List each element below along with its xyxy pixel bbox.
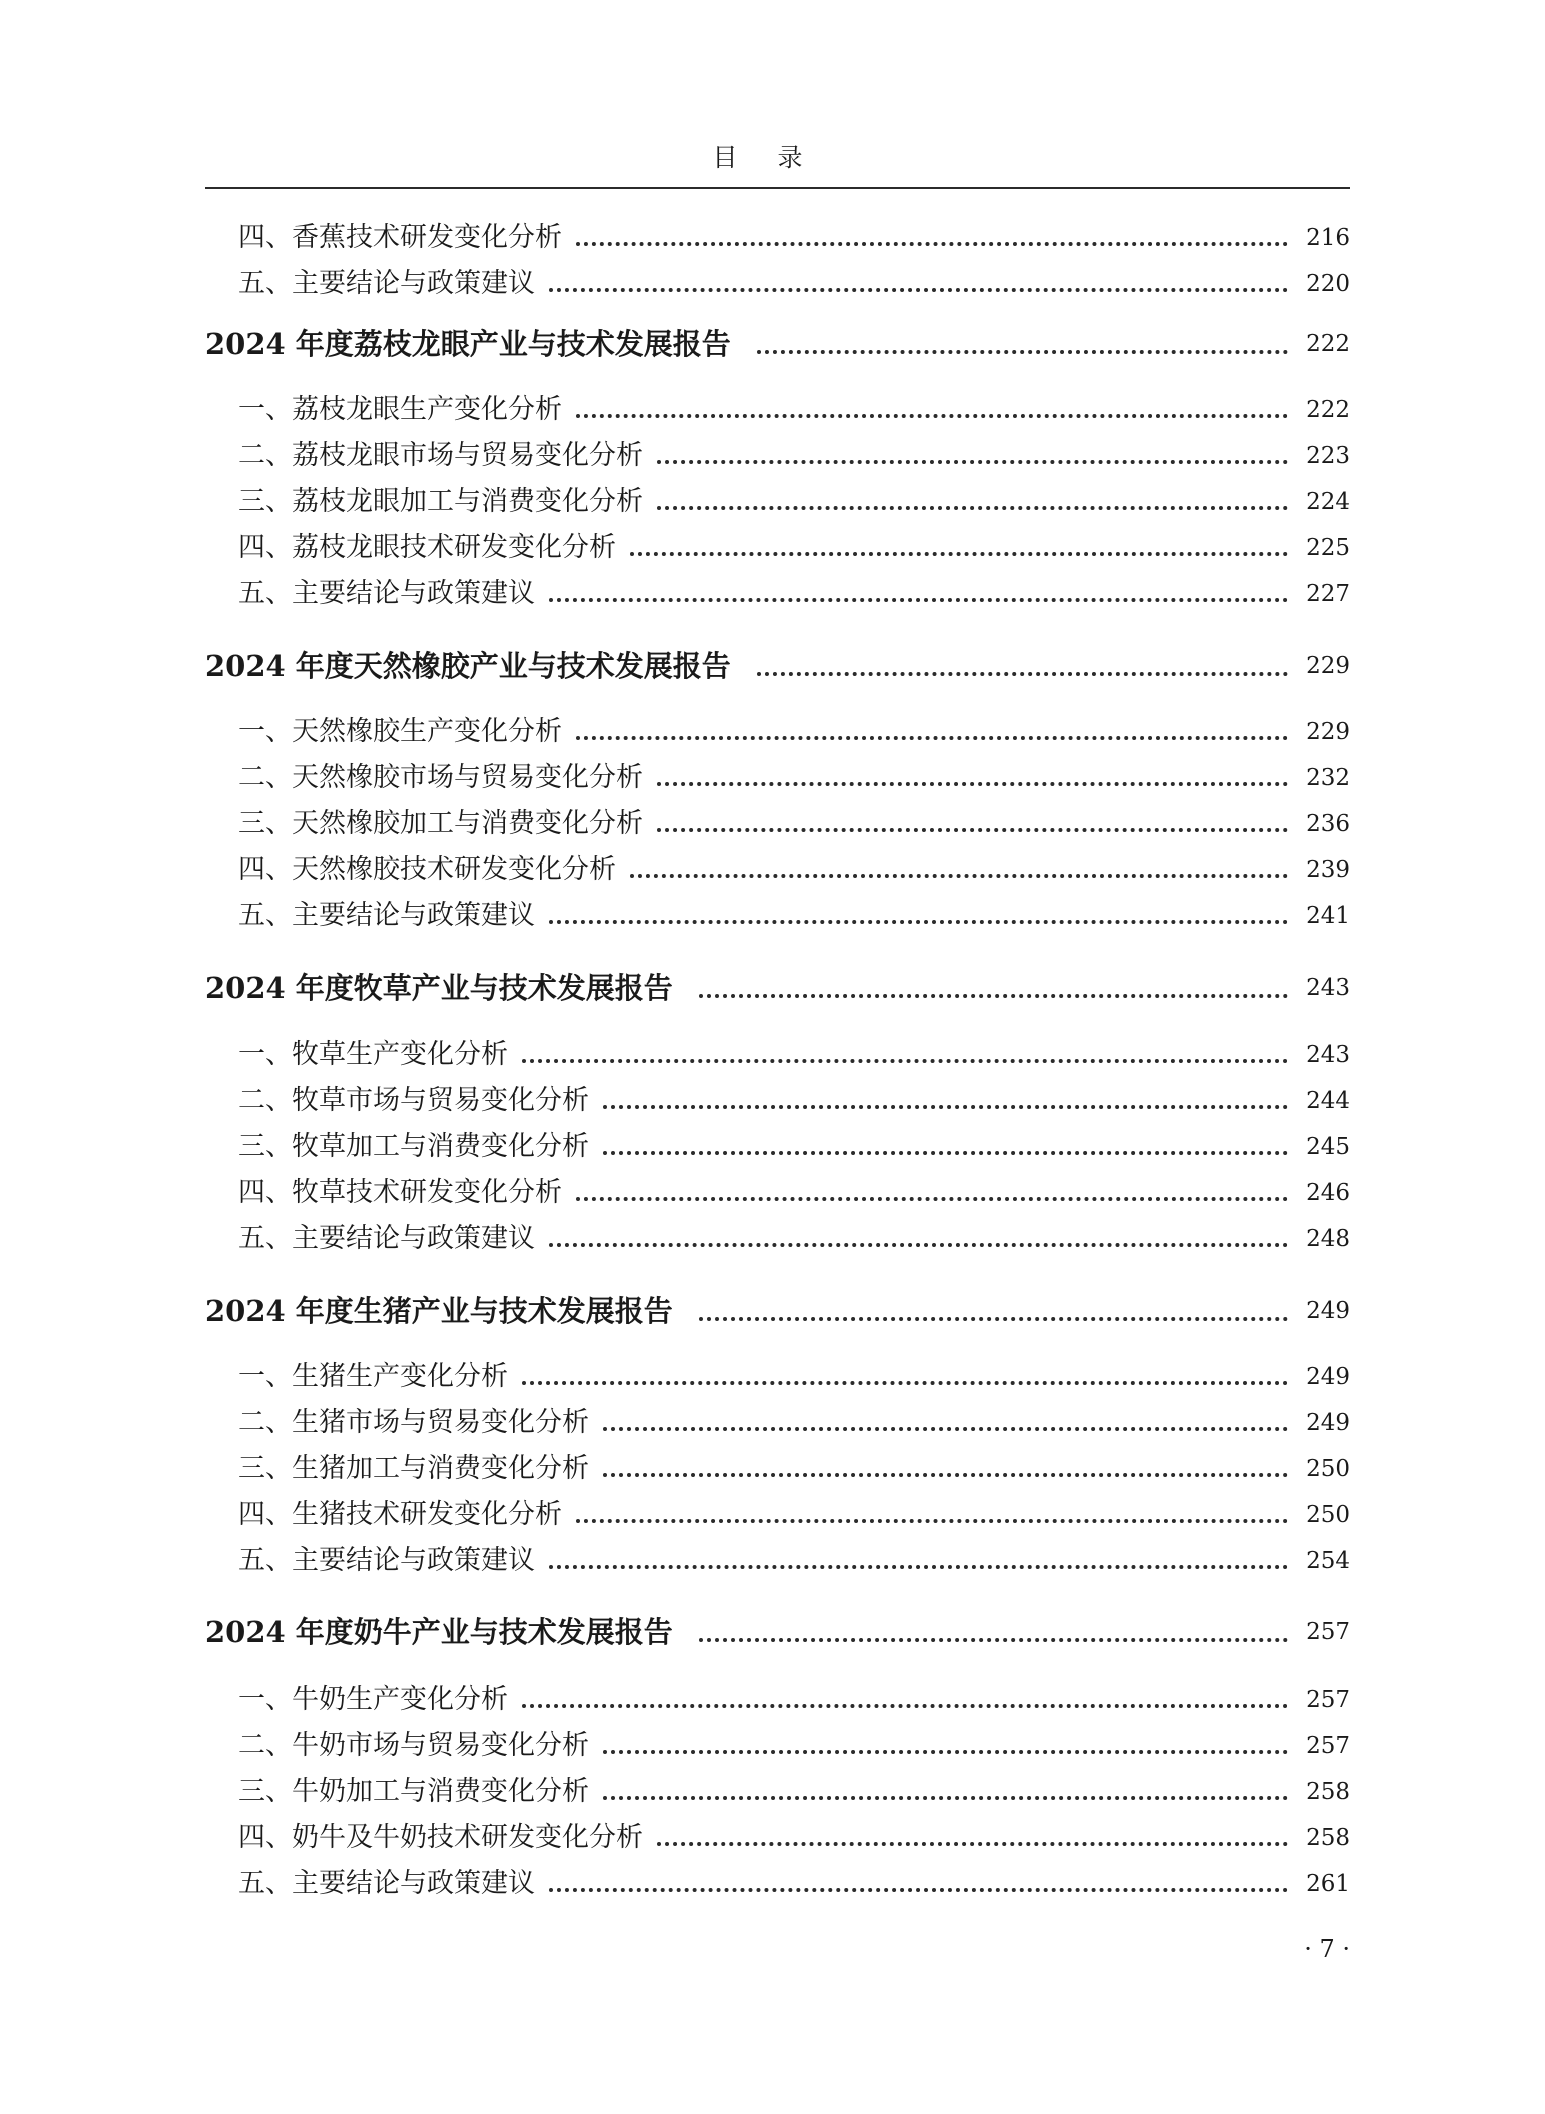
dot-leader [657,1842,1288,1846]
toc-entry-page-number: 227 [1306,581,1350,607]
toc-subsection-entry[interactable] [205,712,1350,752]
toc-subsection-entry[interactable] [205,1541,1350,1581]
dot-leader [576,414,1288,418]
toc-subsection-entry[interactable] [205,574,1350,614]
dot-leader [576,736,1288,740]
toc-entry-page-number: 222 [1306,331,1350,357]
toc-entry-page-number: 249 [1306,1298,1350,1324]
dot-leader [630,874,1288,878]
dot-leader [549,288,1288,292]
toc-entry-title: 五、主要结论与政策建议 [238,1223,535,1254]
toc-entry-title: 三、生猪加工与消费变化分析 [238,1453,589,1484]
toc-entry-title: 2024 年度牧草产业与技术发展报告 [205,971,673,1005]
dot-leader [699,1638,1288,1642]
dot-leader [576,1197,1288,1201]
toc-entry-page-number: 249 [1306,1364,1350,1390]
toc-entry-title: 二、牧草市场与贸易变化分析 [238,1085,589,1116]
toc-entry-page-number: 236 [1306,811,1350,837]
toc-entry-page-number: 258 [1306,1825,1350,1851]
toc-subsection-entry[interactable] [205,1680,1350,1720]
toc-entry-title: 二、生猪市场与贸易变化分析 [238,1407,589,1438]
toc-section-entry[interactable] [205,1289,1350,1333]
dot-leader [576,242,1288,246]
toc-subsection-entry[interactable] [205,390,1350,430]
header-rule [205,187,1350,189]
toc-entry-title: 四、奶牛及牛奶技术研发变化分析 [238,1822,643,1853]
dot-leader [657,782,1288,786]
toc-subsection-entry[interactable] [205,1818,1350,1858]
toc-entry-title: 五、主要结论与政策建议 [238,268,535,299]
toc-entry-title: 四、香蕉技术研发变化分析 [238,222,562,253]
toc-entry-page-number: 244 [1306,1088,1350,1114]
toc-subsection-entry[interactable] [205,758,1350,798]
toc-subsection-entry[interactable] [205,482,1350,522]
toc-entry-page-number: 225 [1306,535,1350,561]
toc-entry-page-number: 224 [1306,489,1350,515]
toc-section-entry[interactable] [205,644,1350,688]
toc-entry-page-number: 257 [1306,1619,1350,1645]
toc-entry-page-number: 223 [1306,443,1350,469]
toc-entry-page-number: 232 [1306,765,1350,791]
toc-entry-page-number: 261 [1306,1871,1350,1897]
toc-entry-page-number: 243 [1306,1042,1350,1068]
toc-subsection-entry[interactable] [205,1449,1350,1489]
toc-subsection-entry[interactable] [205,804,1350,844]
toc-entry-title: 四、牧草技术研发变化分析 [238,1177,562,1208]
dot-leader [699,994,1288,998]
toc-section-entry[interactable] [205,1610,1350,1654]
page-header-title: 目录 [712,143,843,172]
toc-entry-title: 二、天然橡胶市场与贸易变化分析 [238,762,643,793]
page-number: · 7 · [1304,1935,1350,1963]
toc-subsection-entry[interactable] [205,1726,1350,1766]
toc-entry-page-number: 249 [1306,1410,1350,1436]
toc-entry-page-number: 257 [1306,1733,1350,1759]
toc-entry-title: 三、牧草加工与消费变化分析 [238,1131,589,1162]
toc-entry-title: 一、天然橡胶生产变化分析 [238,716,562,747]
dot-leader [757,672,1288,676]
dot-leader [603,1750,1288,1754]
toc-subsection-entry[interactable] [205,264,1350,304]
toc-entry-page-number: 250 [1306,1456,1350,1482]
dot-leader [549,1565,1288,1569]
toc-subsection-entry[interactable] [205,1495,1350,1535]
toc-entry-page-number: 254 [1306,1548,1350,1574]
toc-entry-title: 五、主要结论与政策建议 [238,900,535,931]
toc-subsection-entry[interactable] [205,1403,1350,1443]
toc-subsection-entry[interactable] [205,896,1350,936]
toc-entry-page-number: 245 [1306,1134,1350,1160]
dot-leader [603,1427,1288,1431]
toc-section-entry[interactable] [205,966,1350,1010]
toc-entry-title: 四、荔枝龙眼技术研发变化分析 [238,532,616,563]
toc-entry-page-number: 257 [1306,1687,1350,1713]
dot-leader [657,828,1288,832]
toc-subsection-entry[interactable] [205,850,1350,890]
toc-entry-title: 2024 年度奶牛产业与技术发展报告 [205,1615,673,1649]
dot-leader [603,1151,1288,1155]
dot-leader [549,1888,1288,1892]
toc-entry-page-number: 220 [1306,271,1350,297]
toc-entry-title: 一、牛奶生产变化分析 [238,1684,508,1715]
toc-entry-page-number: 248 [1306,1226,1350,1252]
toc-entry-page-number: 229 [1306,653,1350,679]
toc-entry-page-number: 241 [1306,903,1350,929]
toc-subsection-entry[interactable] [205,1173,1350,1213]
dot-leader [522,1704,1288,1708]
toc-entry-title: 五、主要结论与政策建议 [238,1545,535,1576]
toc-entry-title: 四、天然橡胶技术研发变化分析 [238,854,616,885]
dot-leader [699,1317,1288,1321]
toc-entry-title: 2024 年度荔枝龙眼产业与技术发展报告 [205,327,731,361]
dot-leader [757,350,1288,354]
toc-subsection-entry[interactable] [205,1864,1350,1904]
toc-entry-title: 三、牛奶加工与消费变化分析 [238,1776,589,1807]
dot-leader [603,1796,1288,1800]
dot-leader [549,920,1288,924]
toc-entry-page-number: 222 [1306,397,1350,423]
toc-subsection-entry[interactable] [205,1772,1350,1812]
toc-entry-title: 一、生猪生产变化分析 [238,1361,508,1392]
toc-entry-title: 五、主要结论与政策建议 [238,1868,535,1899]
toc-entry-title: 一、荔枝龙眼生产变化分析 [238,394,562,425]
toc-entry-title: 二、荔枝龙眼市场与贸易变化分析 [238,440,643,471]
dot-leader [657,506,1288,510]
dot-leader [657,460,1288,464]
toc-entry-title: 五、主要结论与政策建议 [238,578,535,609]
toc-subsection-entry[interactable] [205,1035,1350,1075]
toc-entry-page-number: 239 [1306,857,1350,883]
toc-entry-page-number: 250 [1306,1502,1350,1528]
toc-entry-page-number: 216 [1306,225,1350,251]
dot-leader [630,552,1288,556]
dot-leader [549,1243,1288,1247]
toc-entry-title: 2024 年度生猪产业与技术发展报告 [205,1294,673,1328]
toc-section-entry[interactable] [205,322,1350,366]
toc-entry-page-number: 258 [1306,1779,1350,1805]
toc-entry-title: 2024 年度天然橡胶产业与技术发展报告 [205,649,731,683]
dot-leader [522,1059,1288,1063]
toc-subsection-entry[interactable] [205,1127,1350,1167]
toc-entry-title: 一、牧草生产变化分析 [238,1039,508,1070]
dot-leader [603,1473,1288,1477]
toc-entry-page-number: 229 [1306,719,1350,745]
toc-entry-title: 二、牛奶市场与贸易变化分析 [238,1730,589,1761]
toc-subsection-entry[interactable] [205,436,1350,476]
toc-subsection-entry[interactable] [205,1081,1350,1121]
toc-subsection-entry[interactable] [205,218,1350,258]
toc-entry-title: 四、生猪技术研发变化分析 [238,1499,562,1530]
toc-entry-page-number: 246 [1306,1180,1350,1206]
toc-subsection-entry[interactable] [205,1357,1350,1397]
toc-entry-title: 三、天然橡胶加工与消费变化分析 [238,808,643,839]
dot-leader [603,1105,1288,1109]
toc-subsection-entry[interactable] [205,528,1350,568]
dot-leader [549,598,1288,602]
toc-entry-title: 三、荔枝龙眼加工与消费变化分析 [238,486,643,517]
toc-entry-page-number: 243 [1306,975,1350,1001]
toc-subsection-entry[interactable] [205,1219,1350,1259]
dot-leader [522,1381,1288,1385]
dot-leader [576,1519,1288,1523]
